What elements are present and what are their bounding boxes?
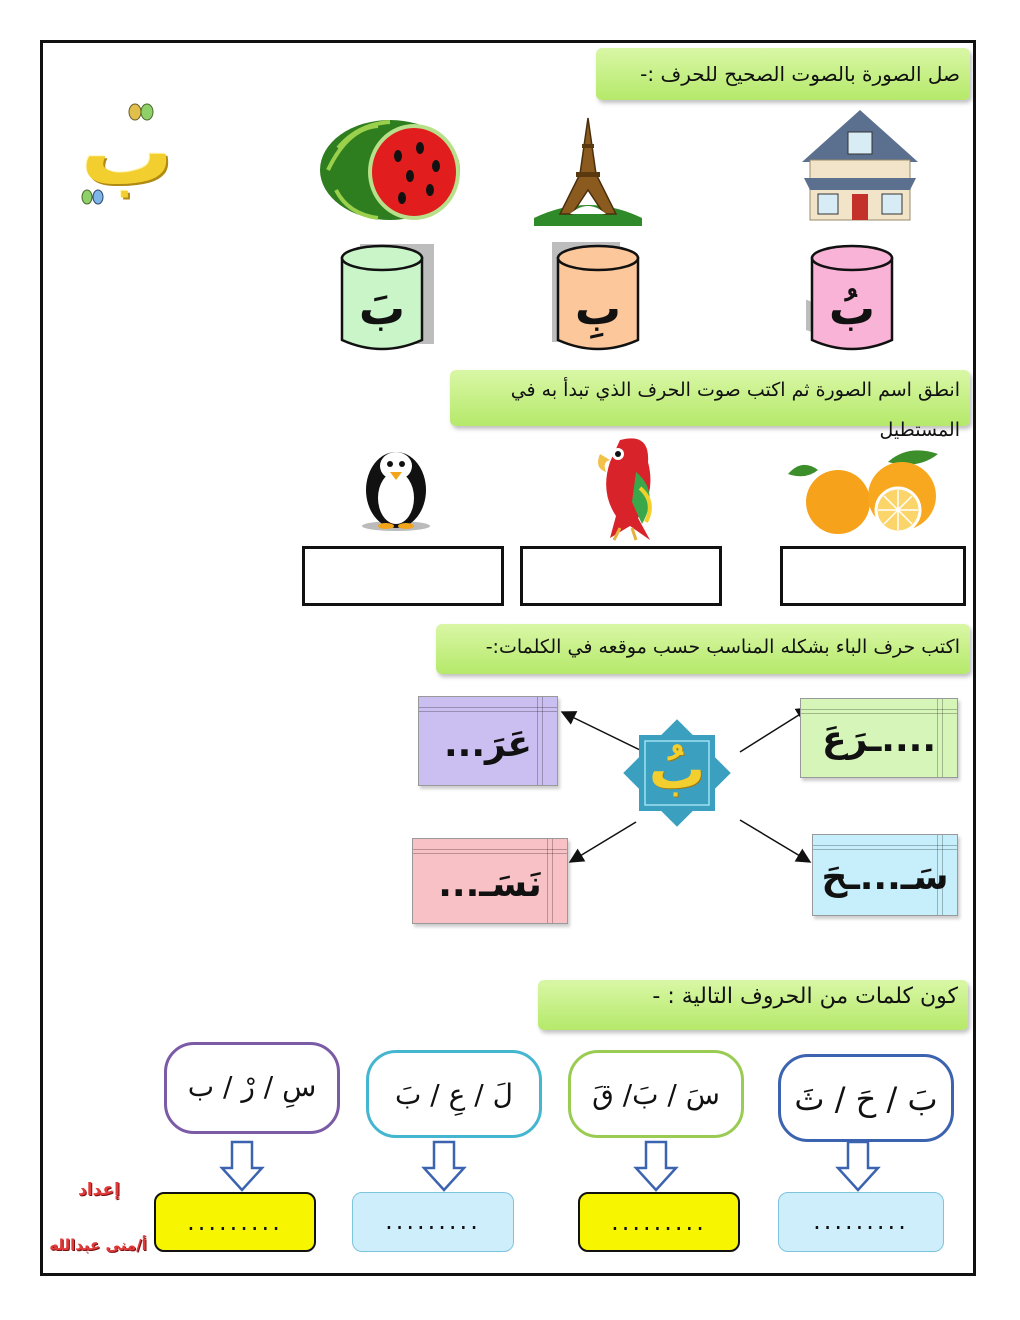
eiffel-tower-icon xyxy=(530,114,646,226)
letters-bubble-2 xyxy=(568,1050,744,1138)
word-card-text: نَسَـ... xyxy=(438,864,542,905)
title-letter xyxy=(62,96,192,216)
title-letter-glyph: ب xyxy=(80,99,174,206)
answer-dots: ......... xyxy=(187,1208,283,1236)
house-icon xyxy=(794,106,926,224)
cylinder-letter: بُ xyxy=(828,281,876,335)
cylinder-damma xyxy=(806,240,906,358)
word-card-middle xyxy=(812,834,958,916)
answer-box-1[interactable] xyxy=(778,1192,944,1252)
heading-q4: كون كلمات من الحروف التالية : - xyxy=(538,980,968,1030)
word-card-text: ....ـرَعَ xyxy=(822,719,936,760)
heading-q3: اكتب حرف الباء بشكله المناسب حسب موقعه في الكلمات:- xyxy=(436,624,970,674)
letters-text: سَ / بَ/ قَ xyxy=(592,1078,720,1111)
letters-bubble-1 xyxy=(778,1054,954,1142)
watermelon-icon xyxy=(318,118,462,222)
word-card-start xyxy=(800,698,958,778)
word-card-end-1 xyxy=(418,696,558,786)
letters-text: بَ / حَ / ثَ xyxy=(794,1080,938,1118)
cylinder-fatha xyxy=(336,240,436,358)
answer-dots: ......... xyxy=(813,1207,909,1235)
credit-author: أ/منى عبدالله xyxy=(49,1236,147,1254)
parrot-icon xyxy=(580,432,672,542)
penguin-icon xyxy=(356,440,436,532)
heading-q1: صل الصورة بالصوت الصحيح للحرف :- xyxy=(596,48,970,100)
answer-box-3[interactable] xyxy=(352,1192,514,1252)
letters-bubble-3 xyxy=(366,1050,542,1138)
answer-dots: ......... xyxy=(611,1208,707,1236)
letters-text: سِ / رْ / ب xyxy=(187,1070,317,1103)
oranges-icon xyxy=(788,444,944,536)
answer-dots: ......... xyxy=(385,1207,481,1235)
heading-q2: انطق اسم الصورة ثم اكتب صوت الحرف الذي تبدأ به في المستطيل xyxy=(450,370,970,426)
answer-box-parrot[interactable] xyxy=(520,546,722,606)
letters-text: لَ / عِ / بَ xyxy=(395,1078,513,1111)
center-star xyxy=(622,718,732,828)
down-arrows xyxy=(0,1138,1020,1196)
word-card-text: عَرَ... xyxy=(443,724,532,765)
cylinder-letter: بَ xyxy=(358,281,406,335)
credit-prepared: إعداد xyxy=(78,1180,120,1200)
cylinder-letter: بِ xyxy=(574,281,622,335)
word-card-text: سَـ...ـحَ xyxy=(821,857,949,898)
center-star-letter: بُ xyxy=(648,737,706,802)
cylinder-kasra xyxy=(552,238,652,358)
answer-box-2[interactable] xyxy=(578,1192,740,1252)
letters-bubble-4 xyxy=(164,1042,340,1134)
answer-box-4[interactable] xyxy=(154,1192,316,1252)
answer-box-oranges[interactable] xyxy=(780,546,966,606)
word-card-end-2 xyxy=(412,838,568,924)
answer-box-penguin[interactable] xyxy=(302,546,504,606)
